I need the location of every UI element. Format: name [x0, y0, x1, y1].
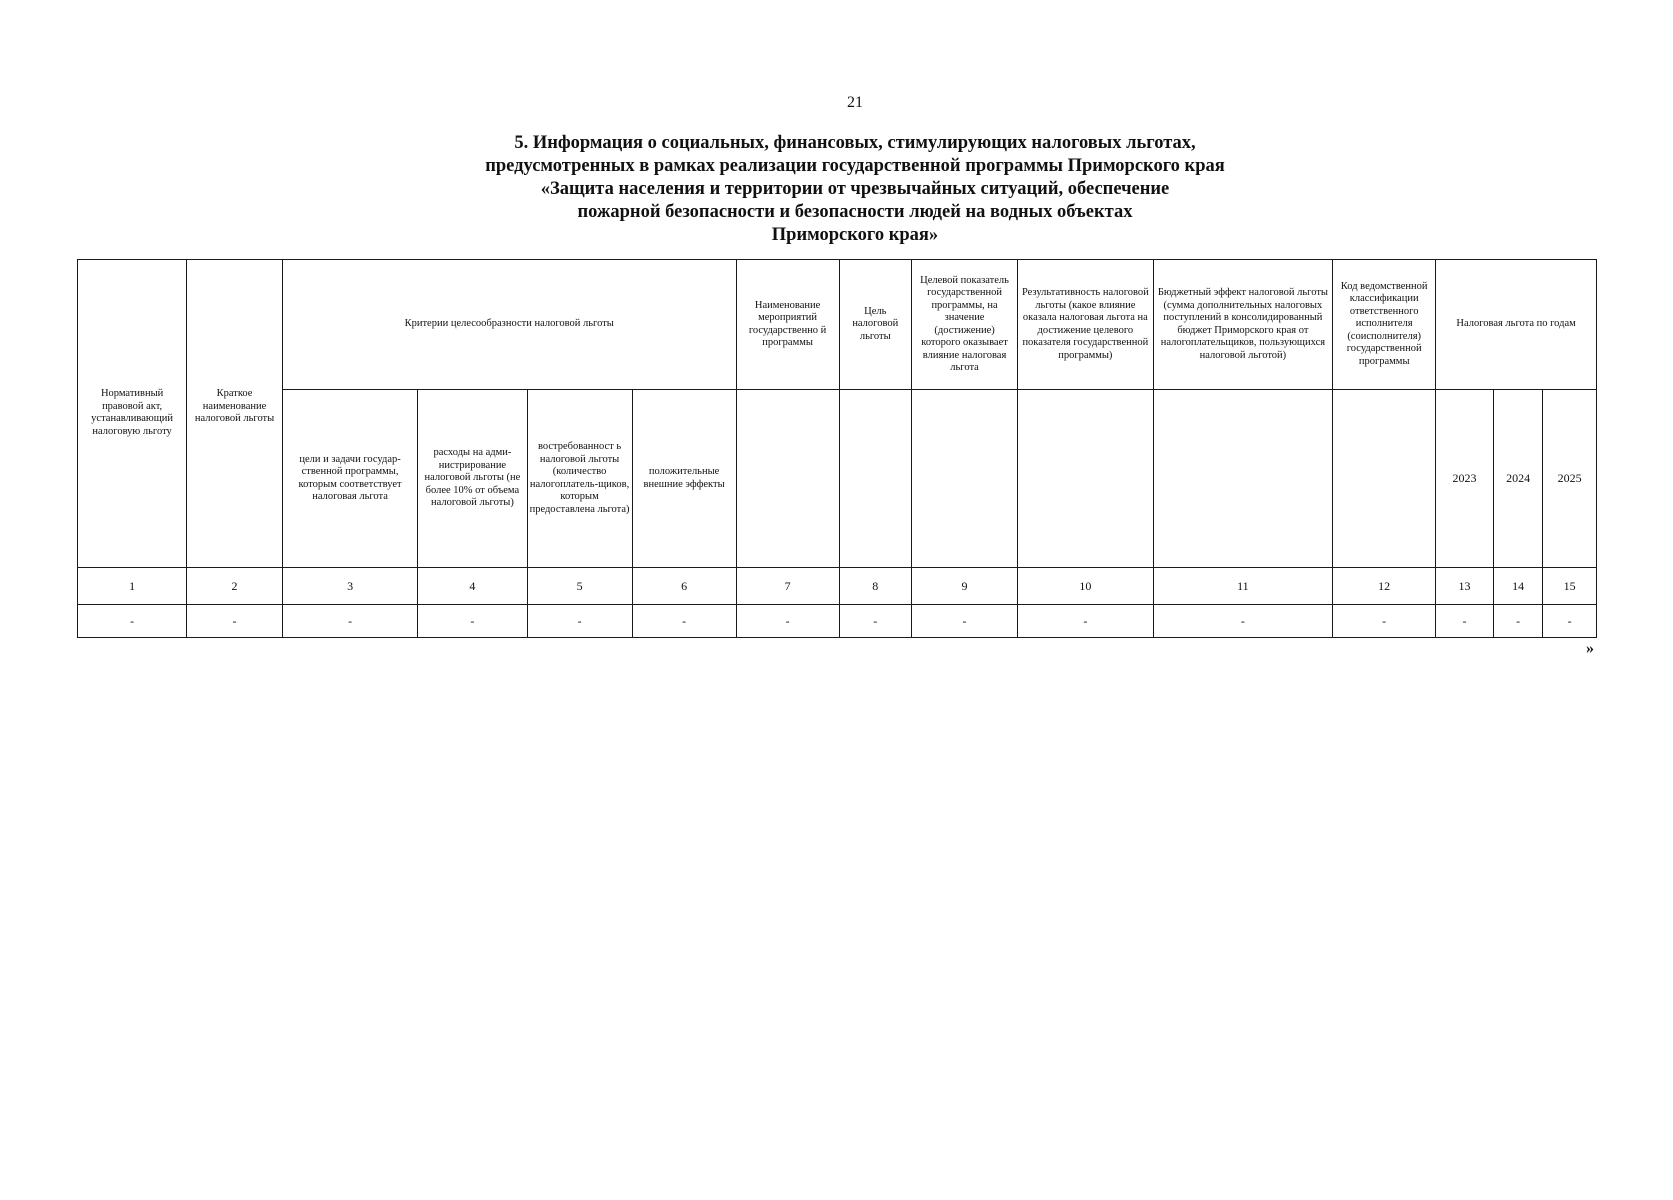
- column-number: 7: [736, 568, 839, 605]
- column-number: 2: [187, 568, 283, 605]
- header-program-goals: цели и задачи государ-ственной программы, которым соответствует налоговая льгота: [282, 390, 418, 568]
- table-cell: -: [1333, 605, 1436, 638]
- column-number: 5: [527, 568, 632, 605]
- table-cell: -: [839, 605, 911, 638]
- page-number: 21: [847, 94, 863, 111]
- table-cell: -: [527, 605, 632, 638]
- header-program-activities: Наименование мероприятий государственно й программы: [736, 260, 839, 390]
- header-year: 2025: [1543, 390, 1597, 568]
- title-line: предусмотренных в рамках реализации государственной программы Приморского края: [485, 156, 1225, 176]
- column-number: 6: [632, 568, 736, 605]
- column-number: 3: [282, 568, 418, 605]
- header-department-code: Код ведомственной классификации ответственного исполнителя (соисполнителя) государственной программы: [1333, 260, 1436, 390]
- column-number: 11: [1153, 568, 1333, 605]
- table-cell: -: [187, 605, 283, 638]
- table-cell: -: [1493, 605, 1542, 638]
- closing-quote: »: [1586, 640, 1594, 657]
- header-normative-act: Нормативный правовой акт, устанавливающий налоговую льготу: [78, 260, 187, 568]
- header-years-group: Налоговая льгота по годам: [1436, 260, 1597, 390]
- header-effectiveness: Результативность налоговой льготы (какое влияние оказала налоговая льгота на достижение целевого показателя государственной программы): [1018, 260, 1154, 390]
- header-year: 2023: [1436, 390, 1494, 568]
- table-cell: -: [1018, 605, 1154, 638]
- header-short-name: Краткое наименование налоговой льготы: [187, 260, 283, 568]
- column-number: 13: [1436, 568, 1494, 605]
- table-cell: -: [912, 605, 1018, 638]
- header-external-effects: положительные внешние эффекты: [632, 390, 736, 568]
- table-cell: -: [632, 605, 736, 638]
- table-cell: -: [78, 605, 187, 638]
- header-benefit-goal: Цель налоговой льготы: [839, 260, 911, 390]
- header-target-indicator: Целевой показатель государственной программы, на значение (достижение) которого оказывает влияние налоговая льгота: [912, 260, 1018, 390]
- title-line: «Защита населения и территории от чрезвычайных ситуаций, обеспечение: [540, 179, 1170, 199]
- header-empty-cell: [736, 390, 839, 568]
- header-empty-cell: [839, 390, 911, 568]
- table-cell: -: [1543, 605, 1597, 638]
- title-line: Приморского края»: [771, 225, 939, 245]
- header-empty-cell: [1333, 390, 1436, 568]
- header-criteria-group: Критерии целесообразности налоговой льготы: [282, 260, 736, 390]
- header-empty-cell: [1018, 390, 1154, 568]
- column-number: 8: [839, 568, 911, 605]
- document-title: [380, 132, 1330, 247]
- title-line: пожарной безопасности и безопасности людей на водных объектах: [577, 202, 1133, 222]
- column-number: 15: [1543, 568, 1597, 605]
- header-empty-cell: [912, 390, 1018, 568]
- table-cell: -: [1436, 605, 1494, 638]
- header-budget-effect: Бюджетный эффект налоговой льготы (сумма дополнительных налоговых поступлений в консолидированный бюджет Приморского края от налогоплательщиков, пользующихся налоговой льготой): [1153, 260, 1333, 390]
- column-number: 10: [1018, 568, 1154, 605]
- table-cell: -: [1153, 605, 1333, 638]
- column-number-row: [78, 568, 1597, 605]
- column-number: 4: [418, 568, 527, 605]
- table-cell: -: [418, 605, 527, 638]
- header-empty-cell: [1153, 390, 1333, 568]
- header-year: 2024: [1493, 390, 1542, 568]
- table-cell: -: [736, 605, 839, 638]
- table-row: [78, 605, 1597, 638]
- column-number: 1: [78, 568, 187, 605]
- header-admin-costs: расходы на адми-нистрирование налоговой льготы (не более 10% от объема налоговой льготы): [418, 390, 527, 568]
- table-cell: -: [282, 605, 418, 638]
- tax-benefits-table: [77, 259, 1597, 638]
- column-number: 12: [1333, 568, 1436, 605]
- column-number: 14: [1493, 568, 1542, 605]
- header-demand: востребованност ь налоговой льготы (количество налогоплатель-щиков, которым предоставлена льгота): [527, 390, 632, 568]
- column-number: 9: [912, 568, 1018, 605]
- title-line: 5. Информация о социальных, финансовых, стимулирующих налоговых льготах,: [514, 133, 1196, 153]
